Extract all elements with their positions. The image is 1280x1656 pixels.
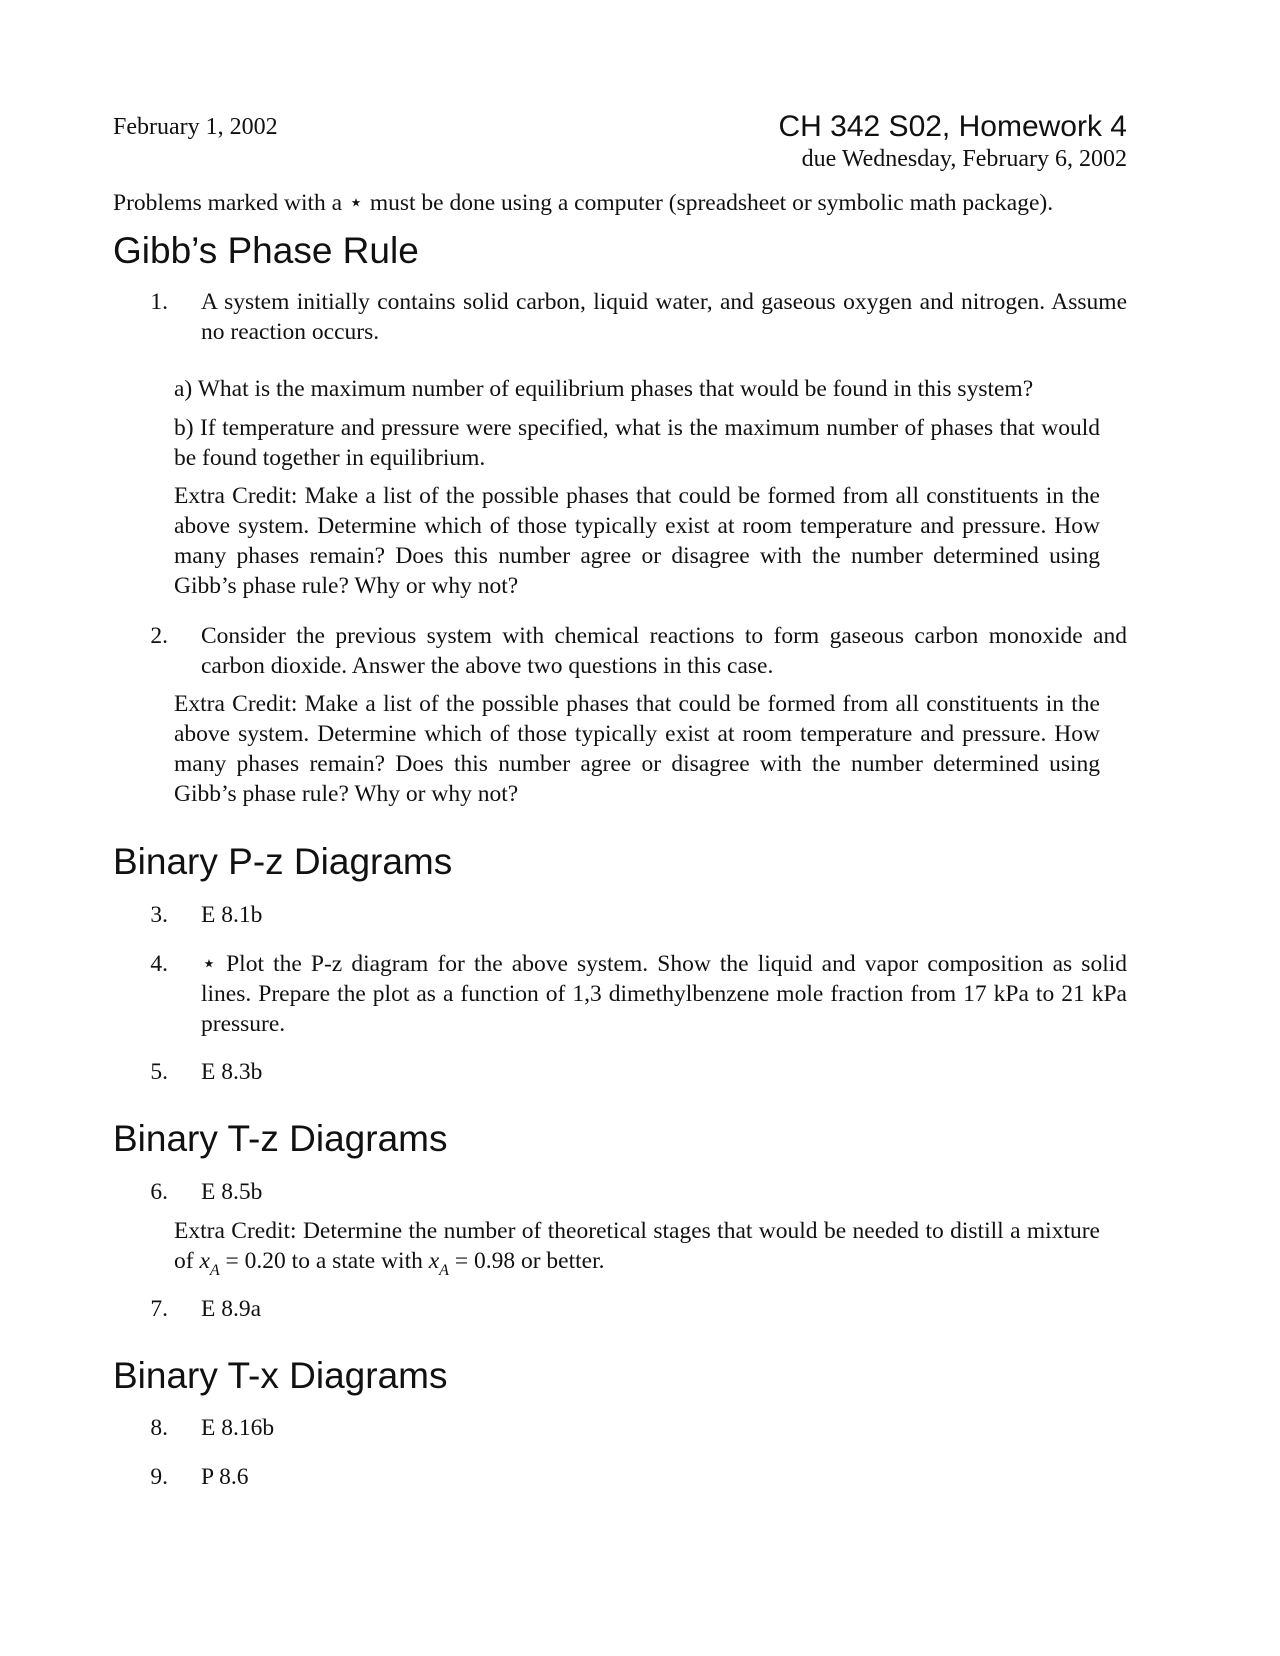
problem-6-extra-credit [174,1216,1100,1279]
intro-text-after: must be done using a computer (spreadsheet or symbolic math package). [369,190,1054,216]
problem-text: A system initially contains solid carbon, liquid water, and gaseous oxygen and nitrogen. Assume no reaction occurs. [201,289,1127,345]
problem-text: E 8.16b [201,1415,275,1441]
problem-7 [140,1294,1127,1324]
problem-number: 2. [150,623,168,649]
math-subscript: A [209,1262,220,1279]
problem-number: 1. [150,289,168,315]
problem-text: E 8.5b [201,1179,263,1205]
problem-text: E 8.1b [201,902,263,928]
problem-2 [140,621,1127,681]
problem-text: Consider the previous system with chemical reactions to form gaseous carbon monoxide and carbon dioxide. Answer the above two questions in this case. [201,623,1127,679]
problem-2-extra-credit: Extra Credit: Make a list of the possible phases that could be formed from all constituents in the above system. Determine which of those typically exist at room temperature and pressure. How many phases remain? Does this number agree or disagree with the number determined using Gibb’s phase rule? Why or why not? [174,691,1100,807]
math-subscript: A [439,1262,449,1279]
math-variable: x [199,1248,210,1274]
problem-text [201,949,1127,1039]
intro-text-before: Problems marked with a [113,190,343,216]
problem-1-extra-credit: Extra Credit: Make a list of the possible phases that could be formed from all constituents in the above system. Determine which of those typically exist at room temperature and pressure. How many phases remain? Does this number agree or disagree with the number determined using Gibb’s phase rule? Why or why not? [174,483,1100,599]
section-heading-gibbs: Gibb’s Phase Rule [113,230,419,271]
problem-1-part-b: b) If temperature and pressure were specified, what is the maximum number of phases that would be found together in equilibrium. [174,415,1100,471]
problem-number: 5. [150,1059,168,1085]
extra-credit-text: Extra Credit: Determine the number of theoretical stages that would be needed to distill a mixture of [174,1218,1100,1274]
extra-credit-value-1: = 0.20 to a state with [225,1248,423,1274]
problem-number: 8. [150,1415,168,1441]
section-heading-tz: Binary T-z Diagrams [113,1118,448,1159]
problem-text: P 8.6 [201,1464,249,1490]
problem-text: E 8.9a [201,1296,262,1322]
due-date: due Wednesday, February 6, 2002 [801,146,1127,172]
section-heading-pz: Binary P-z Diagrams [113,841,453,882]
problem-number: 4. [150,951,168,977]
problem-number: 7. [150,1296,168,1322]
star-icon: ⋆ [201,951,217,977]
problem-1-part-a: a) What is the maximum number of equilibrium phases that would be found in this system? [174,376,1034,402]
problem-3 [140,900,1127,930]
problem-number: 3. [150,902,168,928]
star-icon: ⋆ [348,190,364,216]
header-date: February 1, 2002 [113,114,278,140]
problem-9 [140,1462,1127,1492]
problem-text: E 8.3b [201,1059,263,1085]
course-title: CH 342 S02, Homework 4 [778,110,1127,143]
intro-note [113,188,1127,218]
problem-number: 9. [150,1464,168,1490]
problem-4-text: Plot the P-z diagram for the above system. Show the liquid and vapor composition as solid lines. Prepare the plot as a function of 1,3 dimethylbenzene mole fraction from 17 kPa to 21 kPa pressure. [201,951,1127,1037]
problem-5 [140,1057,1127,1087]
problem-number: 6. [150,1179,168,1205]
problem-1 [140,287,1127,347]
problem-4 [140,949,1127,1039]
math-variable: x [428,1248,440,1274]
problem-6 [140,1177,1127,1207]
problem-8 [140,1413,1127,1443]
section-heading-tx: Binary T-x Diagrams [113,1355,448,1396]
extra-credit-value-2: = 0.98 or better. [454,1248,605,1274]
